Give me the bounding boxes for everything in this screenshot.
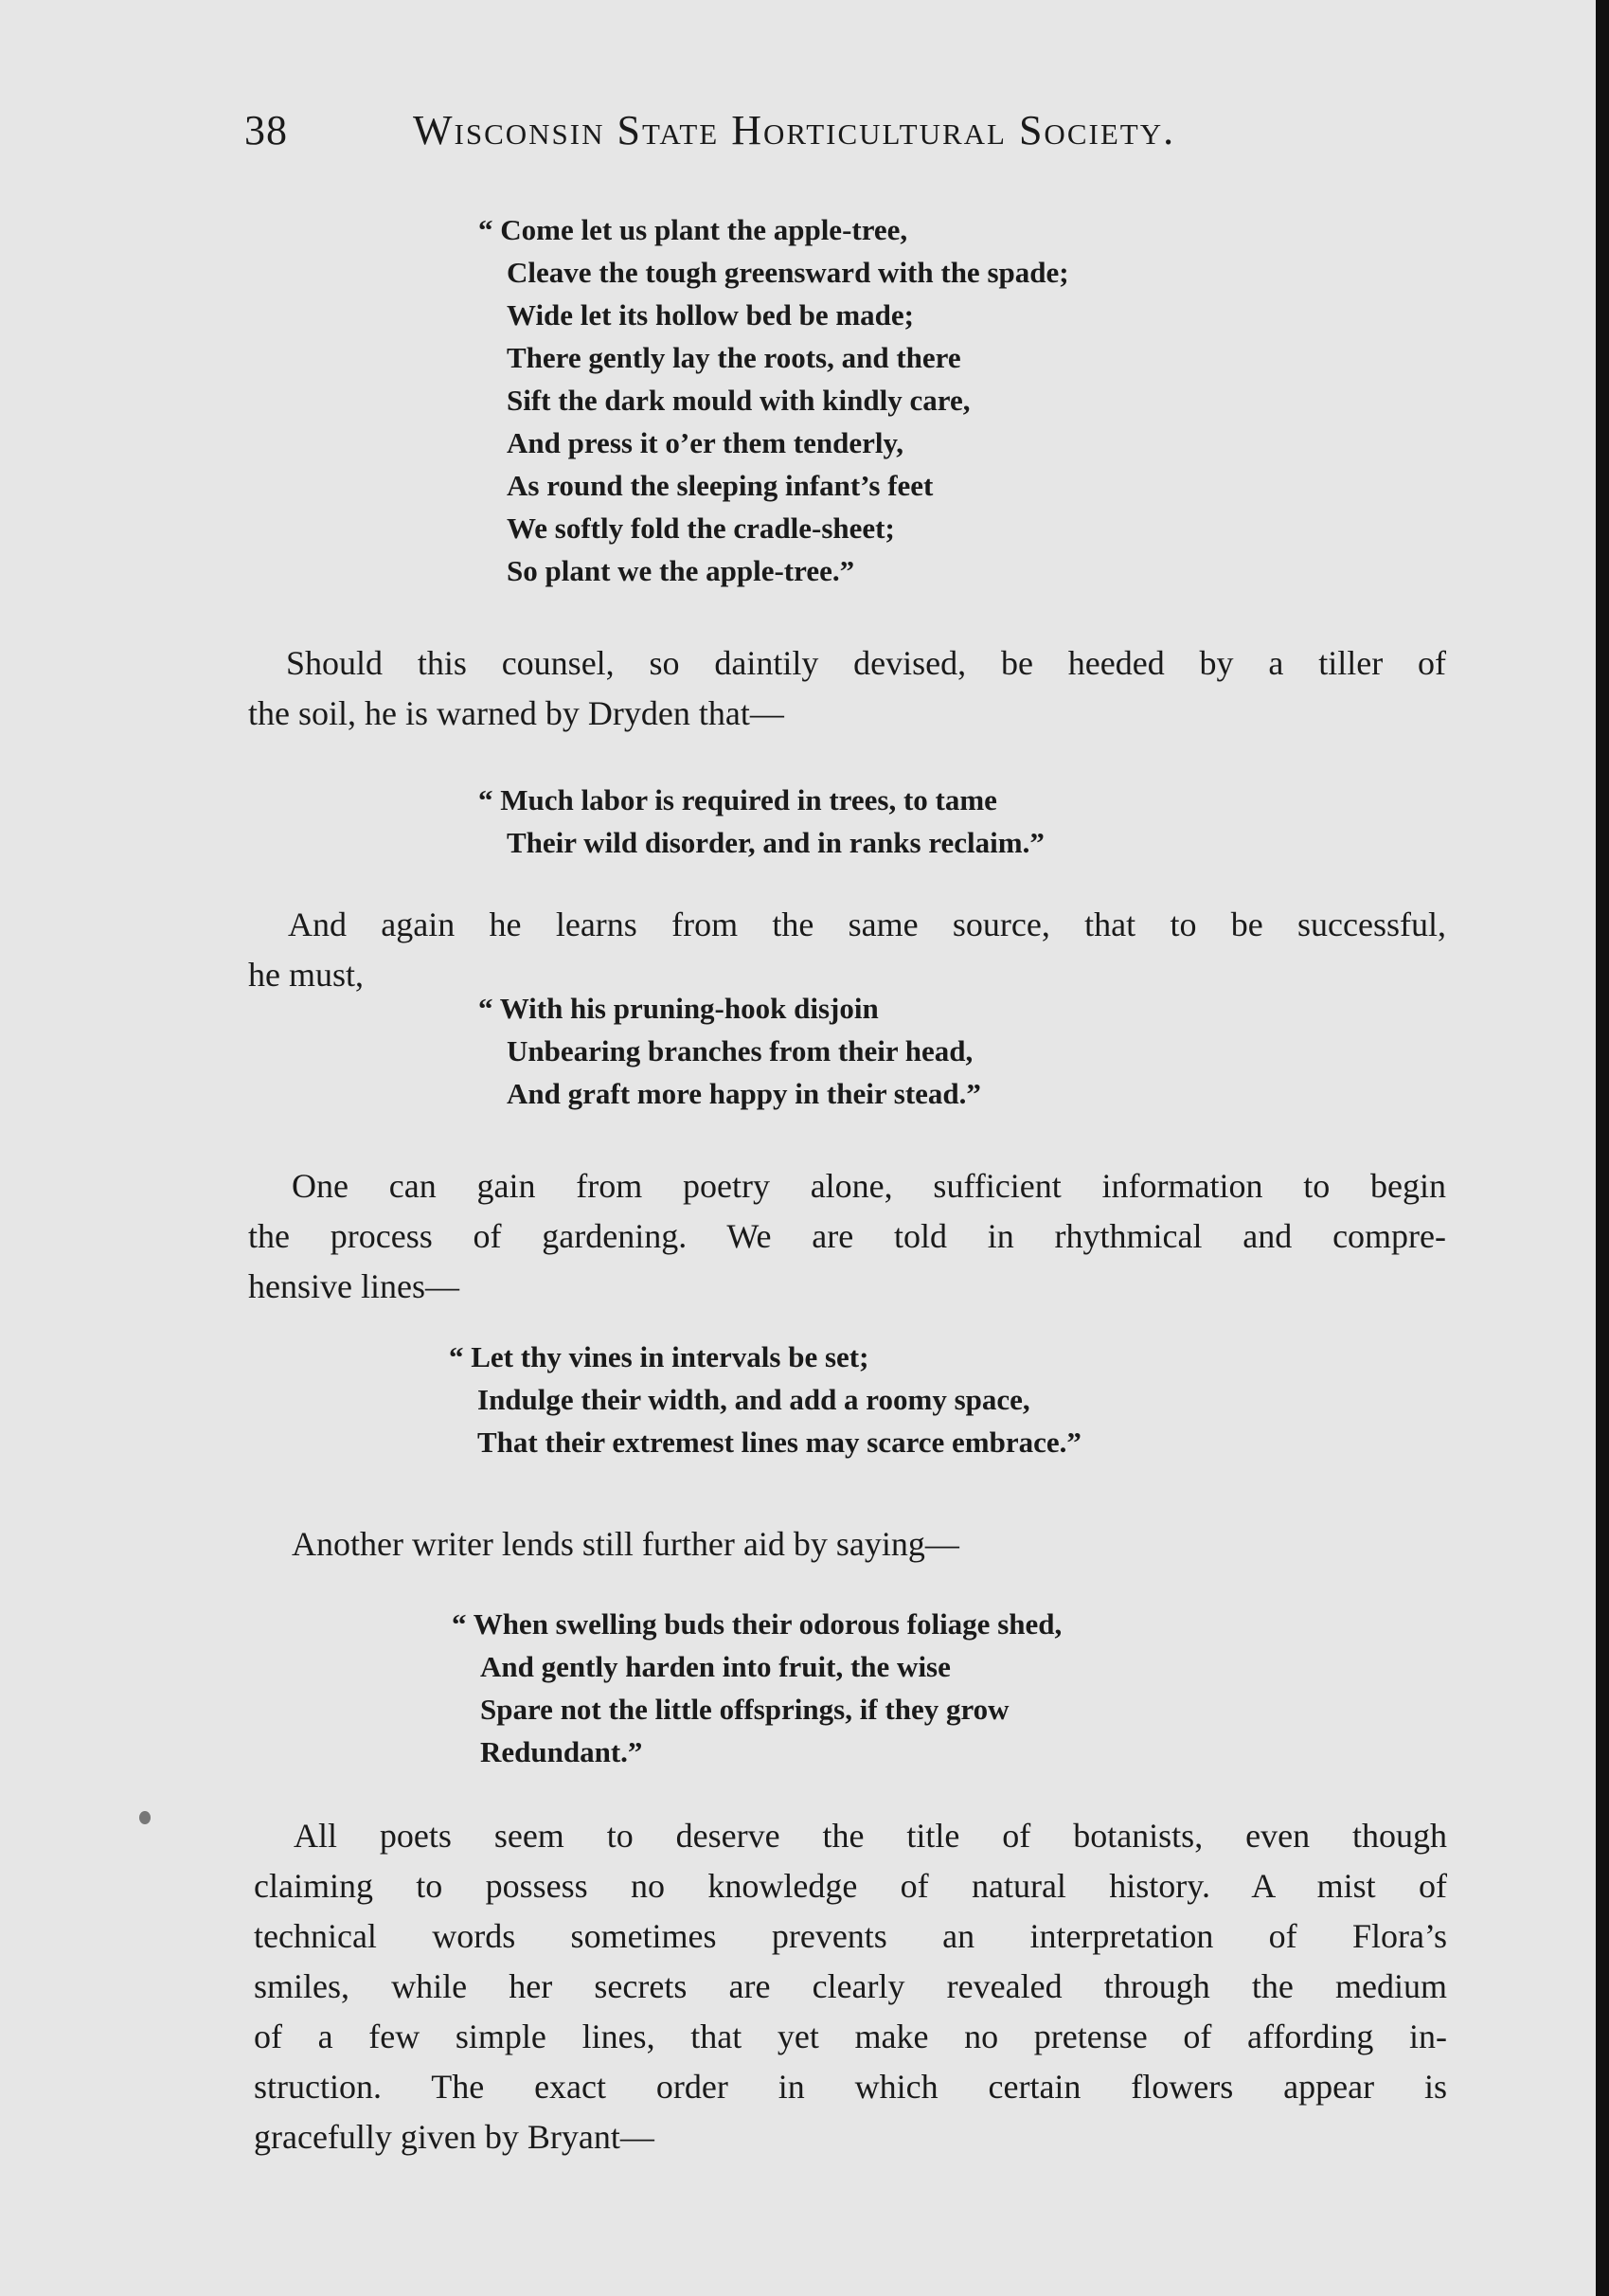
prose-line: Another writer lends still further aid by saying— [292, 1525, 959, 1563]
verse-line: As round the sleeping infant’s feet [507, 469, 934, 502]
verse-labor [478, 779, 1045, 864]
verse-line: And press it o’er them tenderly, [507, 426, 904, 459]
verse-line: “ Come let us plant the apple-tree, [478, 213, 908, 246]
verse-line: Sift the dark mould with kindly care, [507, 384, 971, 417]
prose-line: technical words sometimes prevents an interpretation of Flora’s [254, 1917, 1447, 1955]
paragraph-dryden [248, 638, 1446, 739]
verse-line: “ Much labor is required in trees, to tame [478, 783, 997, 816]
verse-line: And gently harden into fruit, the wise [480, 1650, 951, 1683]
verse-line: Spare not the little offsprings, if they grow [480, 1693, 1010, 1726]
prose-line: claiming to possess no knowledge of natural history. A mist of [254, 1867, 1447, 1905]
prose-line: hensive lines— [248, 1267, 459, 1305]
verse-swelling-buds [452, 1603, 1062, 1773]
prose-line: the soil, he is warned by Dryden that— [248, 694, 784, 732]
prose-line: he must, [248, 956, 364, 994]
running-title: Wisconsin State Horticultural Society. [413, 107, 1176, 153]
paragraph-again [248, 900, 1446, 1000]
prose-line: struction. The exact order in which certain flowers appear is [254, 2068, 1447, 2106]
paragraph-gardening [248, 1161, 1446, 1312]
verse-line: “ Let thy vines in intervals be set; [449, 1340, 869, 1373]
verse-line: Unbearing branches from their head, [507, 1034, 974, 1067]
verse-line: We softly fold the cradle-sheet; [507, 511, 895, 545]
paragraph-poets-botanists [254, 1811, 1447, 2162]
prose-line: the process of gardening. We are told in rhythmical and compre- [248, 1217, 1446, 1255]
verse-line: “ When swelling buds their odorous foliage shed, [452, 1607, 1063, 1641]
verse-line: Indulge their width, and add a roomy space, [477, 1383, 1030, 1416]
verse-line: And graft more happy in their stead.” [507, 1077, 981, 1110]
page-edge-shadow [1596, 0, 1609, 2296]
verse-line: There gently lay the roots, and there [507, 341, 961, 374]
verse-pruning [478, 987, 981, 1115]
prose-line: One can gain from poetry alone, sufficient information to begin [292, 1167, 1446, 1205]
verse-line: Cleave the tough greensward with the spade; [507, 256, 1069, 289]
prose-line: Should this counsel, so daintily devised, be heeded by a tiller of [286, 644, 1446, 682]
paragraph-another-writer [292, 1519, 1239, 1570]
prose-line: And again he learns from the same source, that to be successful, [288, 906, 1446, 943]
page-number: 38 [244, 107, 288, 153]
verse-apple-tree [478, 208, 1069, 592]
verse-line: Their wild disorder, and in ranks reclaim.” [507, 826, 1045, 859]
ink-spot [139, 1811, 151, 1824]
prose-line: smiles, while her secrets are clearly revealed through the medium [254, 1967, 1447, 2005]
prose-line: of a few simple lines, that yet make no pretense of affording in- [254, 2018, 1447, 2055]
verse-line: Wide let its hollow bed be made; [507, 298, 914, 332]
prose-line: All poets seem to deserve the title of botanists, even though [294, 1817, 1447, 1855]
verse-line: “ With his pruning-hook disjoin [478, 992, 879, 1025]
verse-line: So plant we the apple-tree.” [507, 554, 855, 587]
verse-line: Redundant.” [480, 1735, 643, 1768]
prose-line: gracefully given by Bryant— [254, 2118, 654, 2156]
verse-line: That their extremest lines may scarce embrace.” [477, 1426, 1082, 1459]
verse-vines [449, 1336, 1082, 1463]
